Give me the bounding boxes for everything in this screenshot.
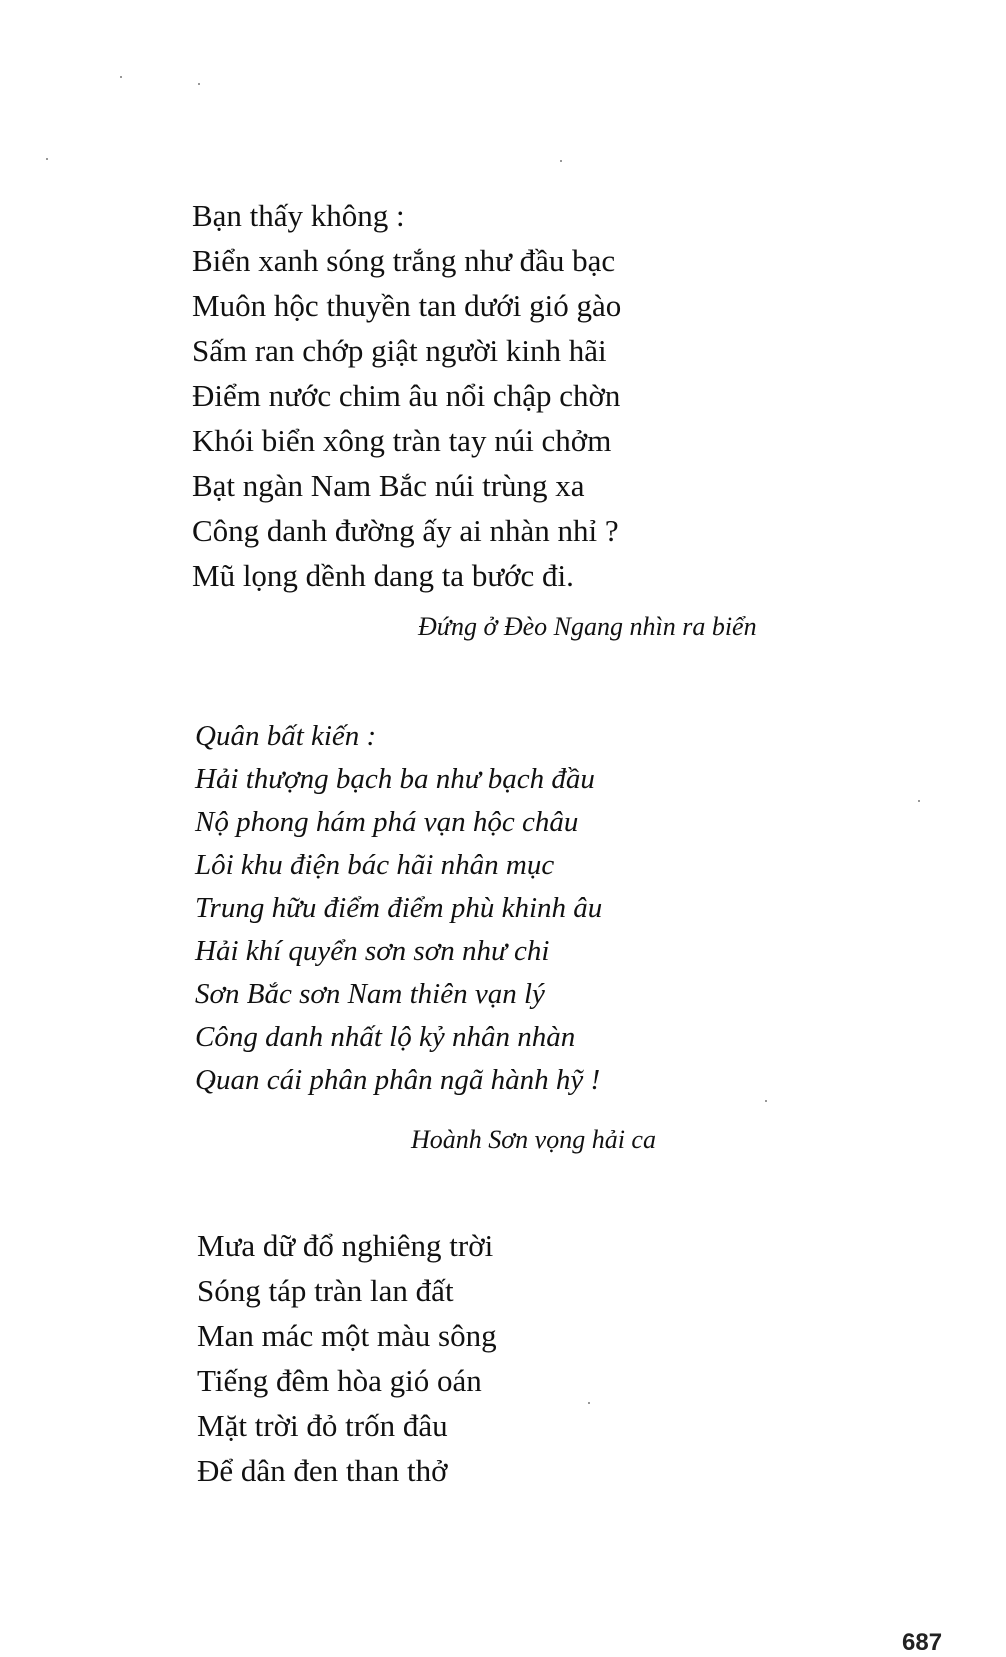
poem-line: Lôi khu điện bác hãi nhân mục: [195, 849, 555, 881]
poem-line: Nộ phong hám phá vạn hộc châu: [195, 806, 579, 838]
poem-line: Mũ lọng dềnh dang ta bước đi.: [192, 558, 574, 593]
poem-line: Để dân đen than thở: [197, 1453, 448, 1488]
poem-line: Bạn thấy không :: [192, 198, 405, 233]
poem-line: Mặt trời đỏ trốn đâu: [197, 1408, 448, 1443]
poem-line: Biển xanh sóng trắng như đầu bạc: [192, 243, 616, 278]
scan-speck: [46, 158, 48, 160]
poem-line: Mưa dữ đổ nghiêng trời: [197, 1228, 494, 1263]
poem-line: Tiếng đêm hòa gió oán: [197, 1363, 482, 1398]
scan-speck: [560, 160, 562, 162]
scan-speck: [588, 1402, 590, 1404]
poem-line: Điểm nước chim âu nổi chập chờn: [192, 378, 621, 413]
poem-caption: Đứng ở Đèo Ngang nhìn ra biển: [418, 612, 757, 641]
poem-line: Công danh nhất lộ kỷ nhân nhàn: [195, 1021, 576, 1053]
poem-caption: Hoành Sơn vọng hải ca: [411, 1125, 656, 1154]
poem-stanza-vietnamese: [192, 193, 621, 598]
poem-line: Sấm ran chớp giật người kinh hãi: [192, 333, 607, 368]
poem-line: Man mác một màu sông: [197, 1318, 497, 1353]
poem-line: Quan cái phân phân ngã hành hỹ !: [195, 1064, 601, 1096]
poem-line: Bạt ngàn Nam Bắc núi trùng xa: [192, 468, 585, 503]
poem-line: Sơn Bắc sơn Nam thiên vạn lý: [195, 978, 545, 1010]
poem-stanza-translation: [197, 1223, 497, 1493]
poem-line: Công danh đường ấy ai nhàn nhỉ ?: [192, 513, 619, 548]
poem-line: Hải thượng bạch ba như bạch đầu: [195, 763, 595, 795]
page-number: 687: [902, 1629, 943, 1656]
poem-stanza-sino-vietnamese: [195, 715, 602, 1102]
poem-line: Sóng táp tràn lan đất: [197, 1273, 454, 1308]
poem-line: Khói biển xông tràn tay núi chởm: [192, 423, 612, 458]
poem-line: Hải khí quyển sơn sơn như chi: [195, 935, 550, 967]
scan-speck: [918, 800, 920, 802]
poem-line: Trung hữu điểm điểm phù khinh âu: [195, 892, 603, 924]
scan-speck: [120, 76, 122, 78]
poem-line: Quân bất kiến :: [195, 720, 377, 752]
poem-line: Muôn hộc thuyền tan dưới gió gào: [192, 288, 622, 323]
scan-speck: [198, 83, 200, 85]
scan-speck: [765, 1100, 767, 1102]
